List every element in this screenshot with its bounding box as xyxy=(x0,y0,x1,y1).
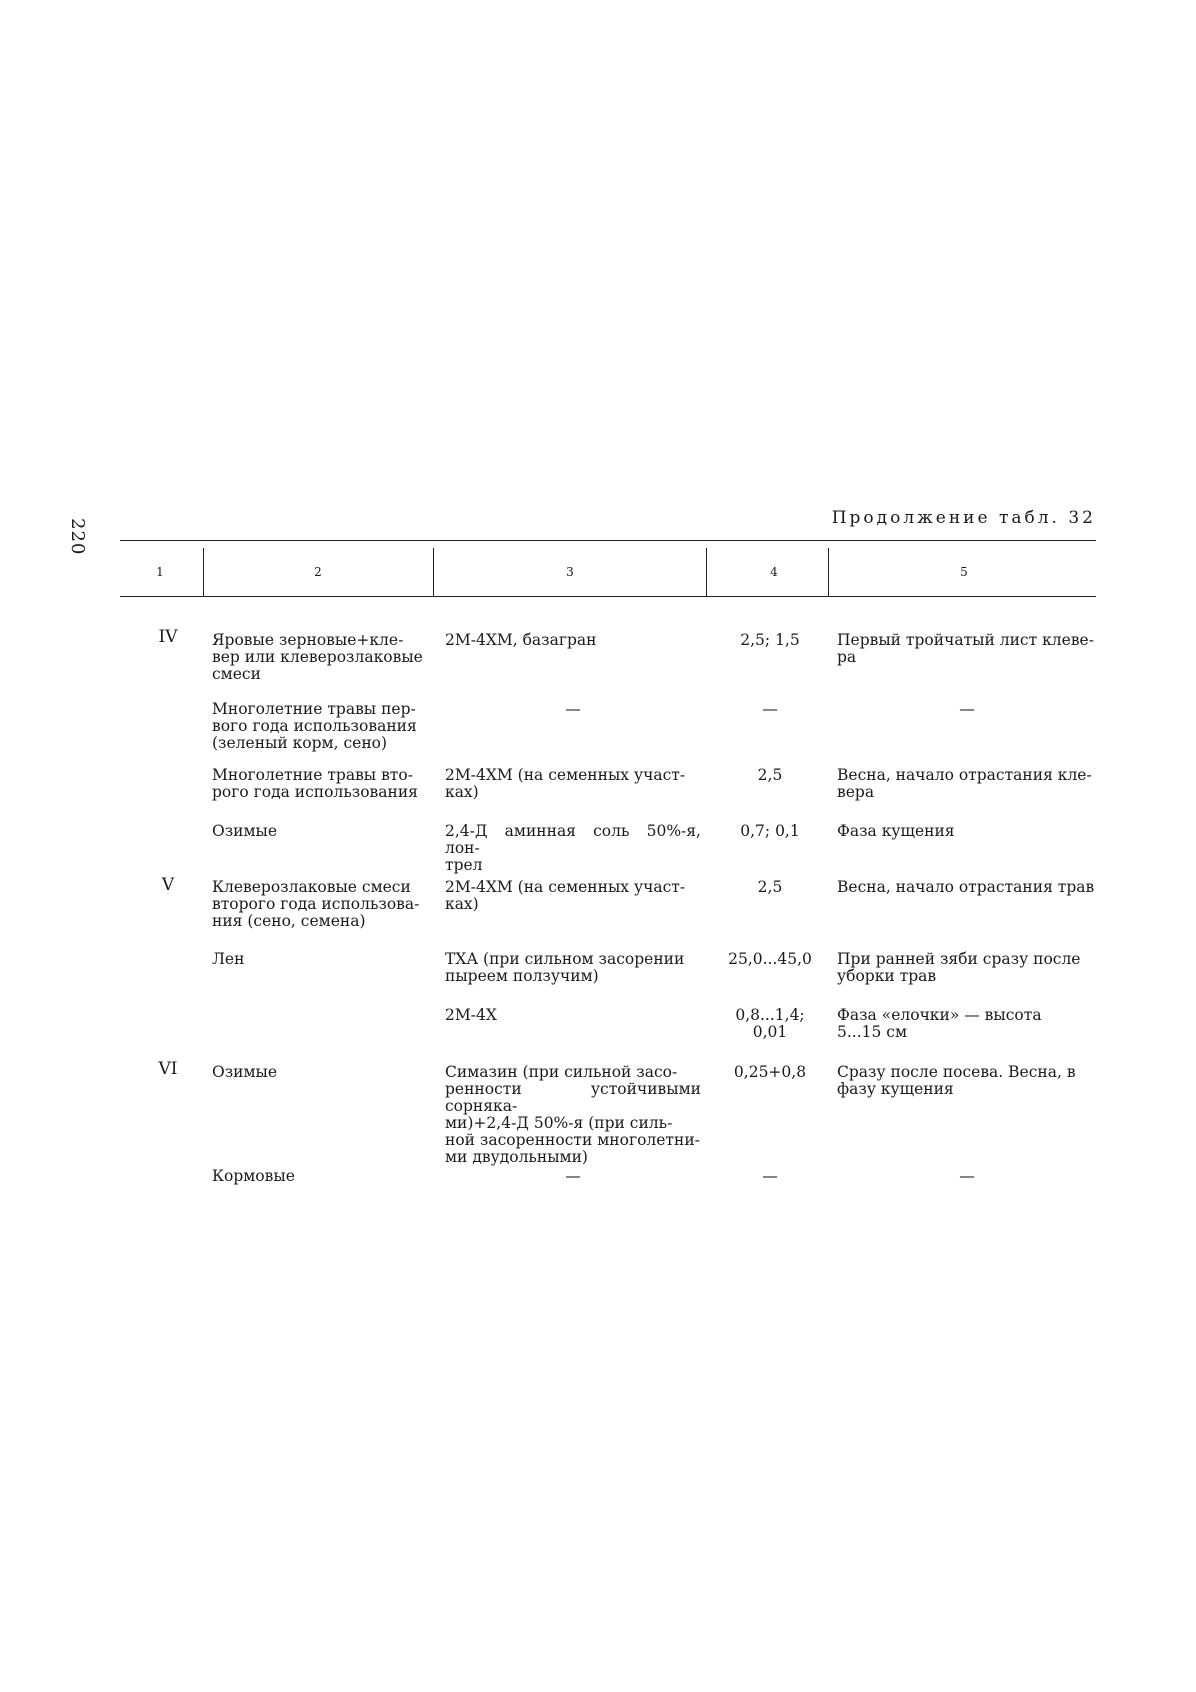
column-header-4: 4 xyxy=(770,565,778,579)
table-header-rule xyxy=(120,596,1096,597)
timing-cell: Первый тройчатый лист клеве- ра xyxy=(837,631,1094,666)
column-header-1: 1 xyxy=(156,565,164,579)
herbicide-cell: 2М-4ХМ (на семенных участ- ках) xyxy=(445,766,686,801)
timing-cell: — xyxy=(959,700,975,718)
timing-cell: Фаза кущения xyxy=(837,822,955,840)
page-number: 220 xyxy=(67,518,88,556)
row-number: V xyxy=(161,875,175,895)
dose-cell: 2,5 xyxy=(757,878,783,896)
crop-cell: Многолетние травы вто- рого года использования xyxy=(212,766,418,801)
crop-cell: Клеверозлаковые смеси второго года использова- ния (сено, семена) xyxy=(212,878,420,930)
herbicide-cell: 2М-4ХМ, базагран xyxy=(445,631,597,649)
timing-cell: При ранней зяби сразу после уборки трав xyxy=(837,950,1081,985)
row-number: IV xyxy=(158,627,178,647)
herbicide-cell: 2М-4Х xyxy=(445,1006,497,1024)
herbicide-cell: ТХА (при сильном засорении пыреем ползучим) xyxy=(445,950,685,985)
column-header-2: 2 xyxy=(314,565,322,579)
dose-cell: 2,5 xyxy=(757,766,783,784)
header-divider-3 xyxy=(706,548,707,596)
dose-cell: 0,7; 0,1 xyxy=(740,822,800,840)
dose-cell: 25,0...45,0 xyxy=(728,950,812,968)
herbicide-cell: 2,4-Д аминная соль 50%-я, лон- трел xyxy=(445,822,701,874)
crop-cell: Озимые xyxy=(212,822,278,840)
crop-cell: Многолетние травы пер- вого года использования (зеленый корм, сено) xyxy=(212,700,417,752)
header-divider-1 xyxy=(203,548,204,596)
table-top-rule xyxy=(120,540,1096,541)
timing-cell: Весна, начало отрастания кле- вера xyxy=(837,766,1092,801)
column-header-3: 3 xyxy=(566,565,574,579)
row-number: VI xyxy=(158,1059,178,1079)
header-divider-4 xyxy=(828,548,829,596)
header-divider-2 xyxy=(433,548,434,596)
dose-cell: — xyxy=(762,700,778,718)
table-caption: Продолжение табл. 32 xyxy=(831,508,1096,528)
crop-cell: Озимые xyxy=(212,1063,278,1081)
timing-cell: Фаза «елочки» — высота 5...15 см xyxy=(837,1006,1042,1041)
timing-cell: Сразу после посева. Весна, в фазу кущения xyxy=(837,1063,1076,1098)
timing-cell: — xyxy=(959,1167,975,1185)
dose-cell: 2,5; 1,5 xyxy=(740,631,800,649)
crop-cell: Лен xyxy=(212,950,245,968)
dose-cell: 0,25+0,8 xyxy=(733,1063,807,1081)
herbicide-cell: 2М-4ХМ (на семенных участ- ках) xyxy=(445,878,686,913)
herbicide-cell: Симазин (при сильной засо- ренности устойчивыми сорняка- ми)+2,4-Д 50%-я (при силь- ной засоренности многолетни- ми двудольными) xyxy=(445,1063,701,1166)
timing-cell: Весна, начало отрастания трав xyxy=(837,878,1095,896)
herbicide-cell: — xyxy=(565,700,581,718)
crop-cell: Кормовые xyxy=(212,1167,295,1185)
crop-cell: Яровые зерновые+кле- вер или клеверозлаковые смеси xyxy=(212,631,423,683)
herbicide-cell: — xyxy=(565,1167,581,1185)
dose-cell: — xyxy=(762,1167,778,1185)
column-header-5: 5 xyxy=(960,565,968,579)
dose-cell: 0,8...1,4; 0,01 xyxy=(735,1006,805,1041)
